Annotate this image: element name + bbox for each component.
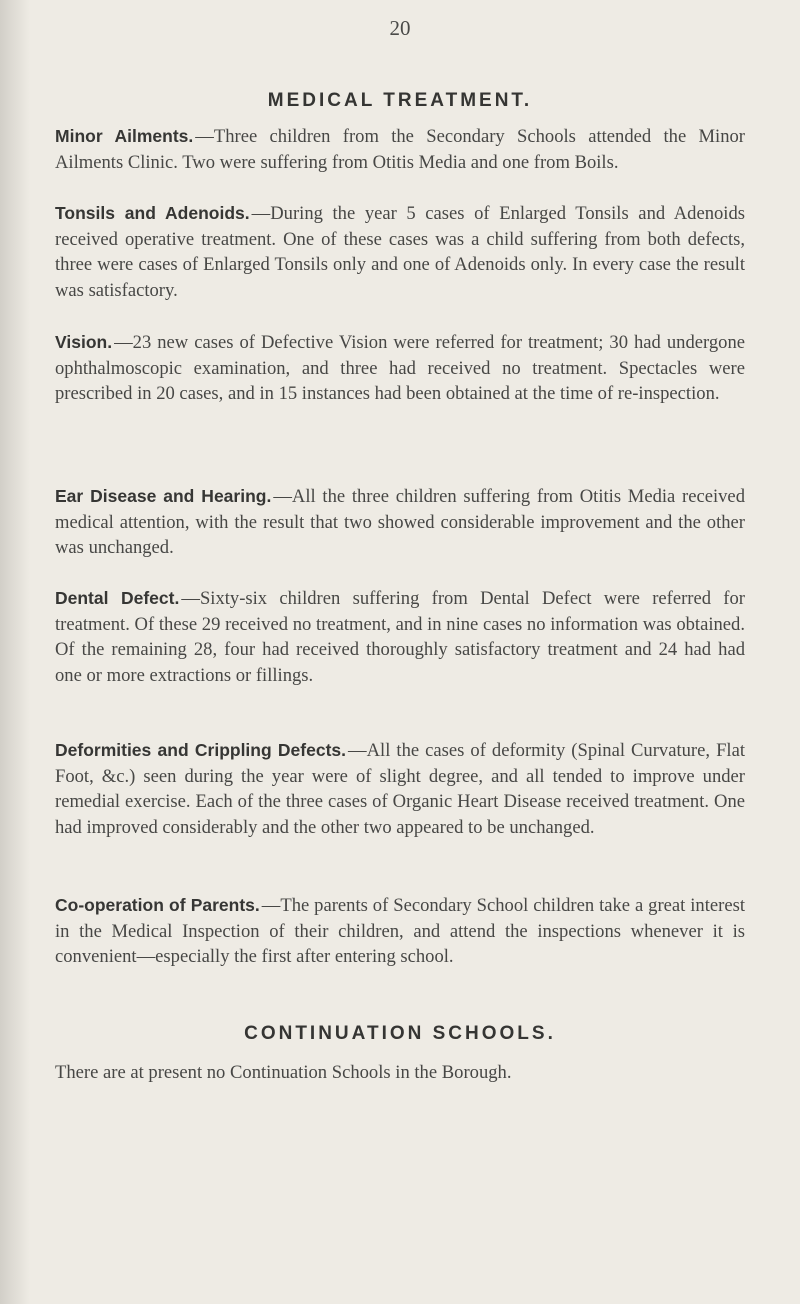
- text-tonsils-adenoids: —During the year 5 cases of Enlarged Tonsils and Adenoids received operative treatment. One of these cases was a child suffering from both defects, three were cases of Enlarged Tonsils only and one of Adenoids only. In every case the result was satisfactory.: [55, 203, 745, 301]
- text-ear-disease: —All the three children suffering from Otitis Media received medical attention, with the result that two showed considerable improvement and the other was unchanged.: [55, 486, 745, 559]
- heading-vision: Vision.: [55, 332, 113, 352]
- page-number: 20: [389, 16, 411, 40]
- heading-tonsils-adenoids: Tonsils and Adenoids.: [55, 203, 250, 223]
- section-title-continuation-schools: CONTINUATION SCHOOLS.: [244, 1023, 556, 1044]
- page-title: MEDICAL TREATMENT.: [267, 90, 533, 111]
- paragraph-continuation-schools: There are at present no Continuation Schools in the Borough.: [55, 1062, 512, 1083]
- text-vision: —23 new cases of Defective Vision were referred for treatment; 30 had undergone ophthalmoscopic examination, and three had received no treatment. Spectacles were prescribed in 20 cases, and in 15 instances had been obtained at the time of re-inspection.: [55, 332, 745, 405]
- text-cooperation-parents: —The parents of Secondary School children take a great interest in the Medical Inspection of their children, and attend the inspections whenever it is convenient—especially the first after entering school.: [55, 895, 745, 968]
- text-deformities: —All the cases of deformity (Spinal Curvature, Flat Foot, &c.) seen during the year were of slight degree, and all tended to improve under remedial exercise. Each of the three cases of Organic Heart Disease received treatment. One had improved considerably and the other two appeared to be unchanged.: [55, 740, 745, 838]
- paragraph-deformities: [55, 738, 745, 840]
- heading-cooperation-parents: Co-operation of Parents.: [55, 895, 260, 915]
- paragraph-minor-ailments: [55, 124, 745, 175]
- paragraph-cooperation-parents: [55, 893, 745, 970]
- page-edge-shadow: [0, 0, 30, 1304]
- text-minor-ailments: —Three children from the Secondary Schools attended the Minor Ailments Clinic. Two were suffering from Otitis Media and one from Boils.: [55, 126, 746, 173]
- heading-ear-disease: Ear Disease and Hearing.: [55, 486, 272, 506]
- paragraph-tonsils-adenoids: [55, 201, 745, 303]
- paragraph-vision: [55, 330, 745, 407]
- heading-minor-ailments: Minor Ailments.: [55, 126, 194, 146]
- paragraph-ear-disease: [55, 484, 745, 561]
- text-dental-defect: —Sixty-six children suffering from Dental Defect were referred for treatment. Of these 29 received no treatment, and in nine cases no information was obtained. Of the remaining 28, four had received thoroughly satisfactory treatment and 24 had had one or more extractions or fillings.: [55, 588, 745, 686]
- paragraph-dental-defect: [55, 586, 745, 688]
- heading-dental-defect: Dental Defect.: [55, 588, 180, 608]
- heading-deformities: Deformities and Crippling Defects.: [55, 740, 347, 760]
